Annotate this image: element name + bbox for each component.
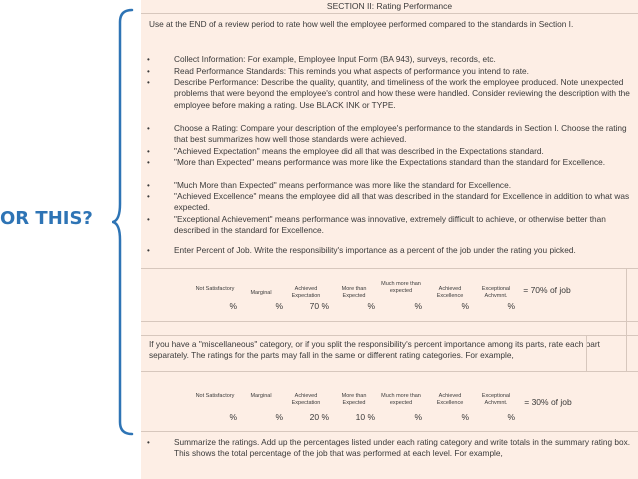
header-exceptional-achievement: Exceptional Achvmnt. (481, 393, 511, 406)
header-achieved-expectation: Achieved Expectation (291, 286, 321, 299)
percent-exceptional-achievement: % (507, 301, 515, 311)
header-more-than-expected: More than Expected (341, 393, 367, 406)
header-much-more-than-expected: Much more than expected (381, 393, 421, 406)
bullet-glyph: • (147, 192, 150, 201)
rating-table-2 (141, 0, 638, 479)
percent-more-than-expected: % (367, 301, 375, 311)
percent-marginal: % (275, 412, 283, 422)
header-marginal: Marginal (250, 393, 272, 399)
bullet-text: "Achieved Excellence" means the employee did all that was described in the standard for Excellence in addition to what was expected. (174, 191, 630, 213)
bullet-glyph: • (147, 55, 150, 64)
miscellaneous-paragraph: If you have a "miscellaneous" category, or if you split the responsibility's percent importance among its parts, rate each part separately. The ratings for the parts may fall in the same or different rating categories. For example, (149, 339, 600, 361)
percent-much-more-than-expected: % (414, 412, 422, 422)
bullet-glyph: • (147, 147, 150, 156)
bullet-glyph: • (147, 246, 150, 255)
bullet-glyph: • (147, 438, 150, 447)
percent-achieved-expectation: 70 % (309, 301, 329, 311)
bullet-text: Summarize the ratings. Add up the percentages listed under each rating category and write totals in the summary rating box. This shows the total percentage of the job that was performed at each level. For example, (174, 437, 631, 459)
header-not-satisfactory: Not Satisfactory (195, 286, 235, 292)
header-more-than-expected: More than Expected (341, 286, 367, 299)
percent-marginal: % (275, 301, 283, 311)
bracket-brace-icon (112, 8, 134, 436)
total-percent-of-job: = 70% of job (523, 285, 571, 295)
percent-not-satisfactory: % (229, 301, 237, 311)
percent-exceptional-achievement: % (507, 412, 515, 422)
bullet-glyph: • (147, 67, 150, 76)
percent-achieved-excellence: % (461, 412, 469, 422)
bullet-glyph: • (147, 215, 150, 224)
section-title: SECTION II: Rating Performance (326, 1, 453, 11)
percent-achieved-expectation: 20 % (309, 412, 329, 422)
header-much-more-than-expected: Much more than expected (381, 281, 421, 294)
percent-achieved-excellence: % (461, 301, 469, 311)
bullet-glyph: • (147, 158, 150, 167)
bullet-text: Describe Performance: Describe the quality, quantity, and timeliness of the work the employee produced. Note unexpected problems that were beyond the employee's control and how these were handled. Consider reviewing the description with the employee before making a rating. Use BLACK INK or TYPE. (174, 77, 630, 110)
document-page (141, 0, 638, 479)
bullet-text: Choose a Rating: Compare your description of the employee's performance to the standards in Section I. Choose the rating that best summarizes how well those standards were achieved. (174, 123, 627, 145)
bullet-text: Enter Percent of Job. Write the responsibility's importance as a percent of the job under the rating you picked. (174, 245, 576, 255)
bullet-glyph: • (147, 181, 150, 190)
header-marginal: Marginal (250, 290, 272, 296)
bullet-text: "More than Expected" means performance was more like the Expectations standard than the standard for Excellence. (174, 157, 606, 167)
header-achieved-excellence: Achieved Excellence (436, 393, 464, 406)
bullet-text: Read Performance Standards: This reminds you what aspects of performance you intend to rate. (174, 66, 529, 76)
percent-not-satisfactory: % (229, 412, 237, 422)
bullet-text: Collect Information: For example, Employee Input Form (BA 943), surveys, records, etc. (174, 54, 496, 64)
bullet-glyph: • (147, 78, 150, 87)
or-this-label: OR THIS? (0, 208, 93, 229)
header-exceptional-achievement: Exceptional Achvmnt. (481, 286, 511, 299)
header-achieved-expectation: Achieved Expectation (291, 393, 321, 406)
intro-paragraph: Use at the END of a review period to rate how well the employee performed compared to the standards in Section I. (149, 19, 574, 29)
bullet-text: "Exceptional Achievement" means performance was innovative, extremely difficult to achieve, or otherwise better than described in the standard for Excellence. (174, 214, 606, 236)
header-not-satisfactory: Not Satisfactory (195, 393, 235, 399)
header-achieved-excellence: Achieved Excellence (436, 286, 464, 299)
bullet-glyph: • (147, 124, 150, 133)
percent-more-than-expected: 10 % (355, 412, 375, 422)
bullet-text: "Achieved Expectation" means the employee did all that was described in the Expectations standard. (174, 146, 544, 156)
percent-much-more-than-expected: % (414, 301, 422, 311)
bullet-text: "Much More than Expected" means performance was more like the standard for Excellence. (174, 180, 512, 190)
total-percent-of-job: = 30% of job (524, 397, 572, 407)
